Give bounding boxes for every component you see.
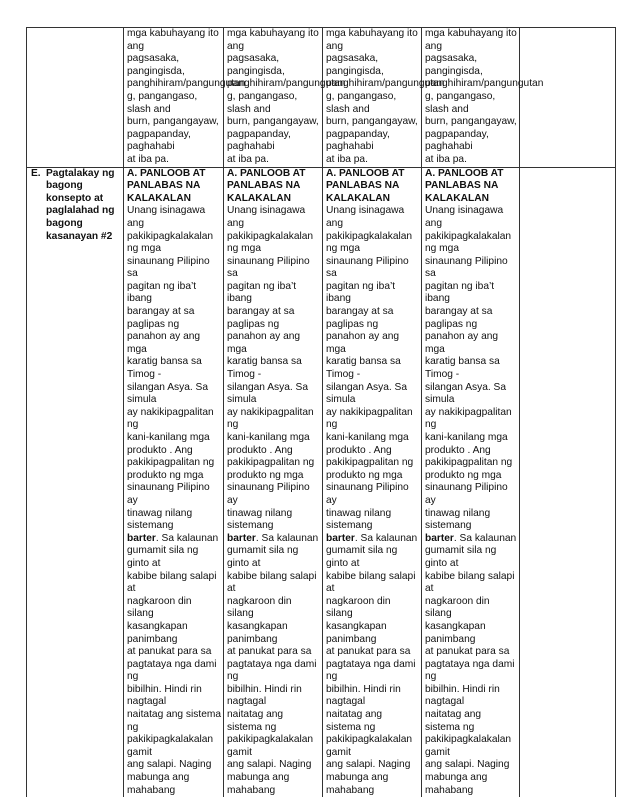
cell-text: Unang isinagawa ang pakikipagkalakalan ng mga sinaunang Pilipino sa pagitan ng iba’t ibang barangay at sa paglipas ng panahon ay ang mga karatig bansa sa Timog - silangan Asya. Sa simula ay nakikipagpalitan ng kani-kanilang mga produkto . Ang pakikipagpalitan ng produkto ng mga sinaunang Pilipino ay tinawag nilang sistemang barter. Sa kalaunan gumamit sila ng ginto at kabibe bilang salapi at nagkaroon din silang kasangkapan panimbang at panukat para sa pagtataya nga dami ng bibilhin. Hindi rin nagtagal naitatag ang sistema ng pakikipagkalakalan gamit ang salapi. Naging mabunga ang mahabang — [425, 205, 517, 796]
cell-heading: A. PANLOOB AT PANLABAS NA KALAKALAN — [326, 167, 405, 204]
cell-heading: A. PANLOOB AT PANLABAS NA KALAKALAN — [227, 167, 306, 204]
lesson-plan-table — [26, 27, 616, 797]
cell-text: Unang isinagawa ang pakikipagkalakalan ng mga sinaunang Pilipino sa pagitan ng iba’t ibang barangay at sa paglipas ng panahon ay ang mga karatig bansa sa Timog - silangan Asya. Sa simula ay nakikipagpalitan ng kani-kanilang mga produkto . Ang pakikipagpalitan ng produkto ng mga sinaunang Pilipino ay tinawag nilang sistemang barter. Sa kalaunan gumamit sila ng ginto at kabibe bilang salapi at nagkaroon din silang kasangkapan panimbang at panukat para sa pagtataya nga dami ng bibilhin. Hindi rin nagtagal naitatag ang sistema ng pakikipagkalakalan gamit ang salapi. Naging mabunga ang mahabang — [127, 205, 222, 796]
cell-text: mga kabuhayang ito ang pagsasaka, pangingisda, panghihiram/pangungutan g, pangangaso, slash and burn, pangangayaw, pagpapanday, paghahabi at iba pa. — [425, 28, 544, 165]
cell-text: Unang isinagawa ang pakikipagkalakalan ng mga sinaunang Pilipino sa pagitan ng iba’t ibang barangay at sa paglipas ng panahon ay ang mga karatig bansa sa Timog - silangan Asya. Sa simula ay nakikipagpalitan ng kani-kanilang mga produkto . Ang pakikipagpalitan ng produkto ng mga sinaunang Pilipino ay tinawag nilang sistemang barter. Sa kalaunan gumamit sila ng ginto at kabibe bilang salapi at nagkaroon din silang kasangkapan panimbang at panukat para sa pagtataya nga dami ng bibilhin. Hindi rin nagtagal naitatag ang sistema ng pakikipagkalakalan gamit ang salapi. Naging mabunga ang mahabang — [326, 205, 418, 796]
cell-text: mga kabuhayang ito ang pagsasaka, pangingisda, panghihiram/pangungutan g, pangangaso, slash and burn, pangangayaw, pagpapanday, paghahabi at iba pa. — [227, 28, 346, 165]
table-row — [27, 28, 616, 168]
table-row — [27, 167, 616, 797]
table-cell — [422, 167, 520, 797]
table-cell — [124, 28, 246, 168]
cell-heading: A. PANLOOB AT PANLABAS NA KALAKALAN — [425, 167, 504, 204]
empty-cell — [27, 28, 124, 168]
section-label-cell — [27, 167, 124, 797]
table-cell — [224, 167, 323, 797]
table-cell — [124, 167, 224, 797]
section-letter: E. — [31, 167, 41, 179]
cell-text: mga kabuhayang ito ang pagsasaka, pangingisda, panghihiram/pangungutan g, pangangaso, slash and burn, pangangayaw, pagpapanday, paghahabi at iba pa. — [127, 28, 246, 165]
table-cell — [422, 28, 544, 168]
section-label: Pagtalakay ng bagong konsepto at paglalahad ng bagong kasanayan #2 — [46, 167, 115, 242]
table-cell — [224, 28, 346, 168]
cell-heading: A. PANLOOB AT PANLABAS NA KALAKALAN — [127, 167, 206, 204]
cell-text: mga kabuhayang ito ang pagsasaka, pangingisda, panghihiram/pangungutan g, pangangaso, slash and burn, pangangayaw, pagpapanday, paghahabi at iba pa. — [326, 28, 445, 165]
cell-text: Unang isinagawa ang pakikipagkalakalan ng mga sinaunang Pilipino sa pagitan ng iba’t ibang barangay at sa paglipas ng panahon ay ang mga karatig bansa sa Timog - silangan Asya. Sa simula ay nakikipagpalitan ng kani-kanilang mga produkto . Ang pakikipagpalitan ng produkto ng mga sinaunang Pilipino ay tinawag nilang sistemang barter. Sa kalaunan gumamit sila ng ginto at kabibe bilang salapi at nagkaroon din silang kasangkapan panimbang at panukat para sa pagtataya nga dami ng bibilhin. Hindi rin nagtagal naitatag ang sistema ng pakikipagkalakalan gamit ang salapi. Naging mabunga ang mahabang — [227, 205, 319, 796]
table-cell — [323, 167, 422, 797]
empty-cell — [520, 28, 616, 168]
table-cell — [323, 28, 445, 168]
empty-cell — [520, 167, 616, 797]
